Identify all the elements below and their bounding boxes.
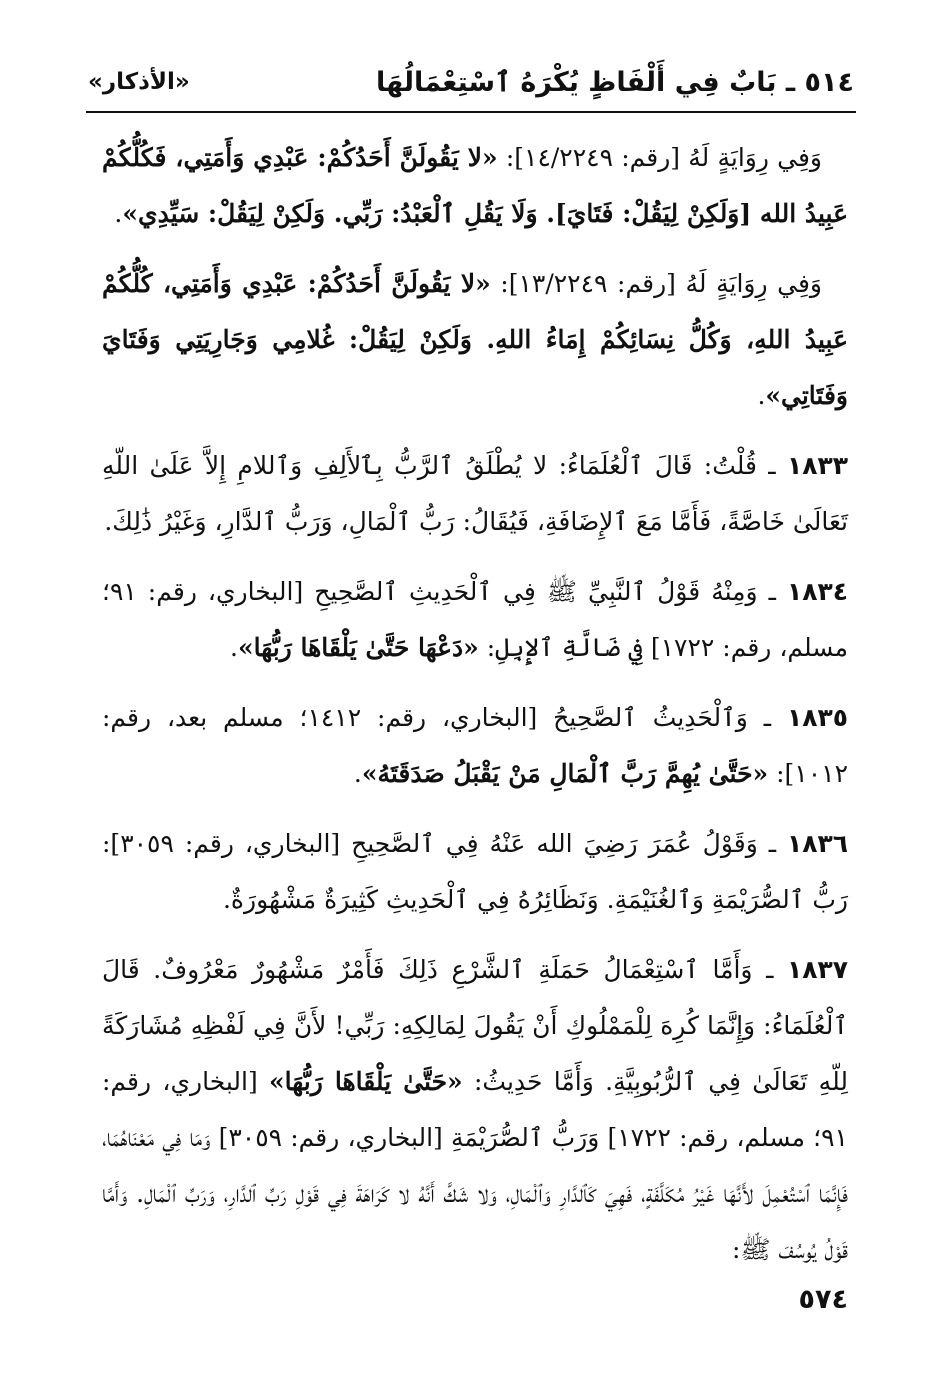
- paragraph-number: ١٨٣٥: [786, 703, 848, 732]
- paragraph-text: ـ وَقَوْلُ عُمَرَ رَضِيَ الله عَنْهُ فِي ٱلصَّحِيحِ [البخاري، رقم: ٣٠٥٩]: رَبُّ ٱلصُّرَيْمَةِ وَٱلغُنَيْمَةِ. وَنَظَائِرُهُ فِي ٱلْحَدِيثِ كَثِيرَةٌ مَشْهُورَةٌ.: [102, 829, 848, 914]
- paragraph-number: ١٨٣٤: [786, 577, 848, 606]
- hadith-quote: «لا يَقُولَنَّ أَحَدُكُمْ: عَبْدِي وَأَمَتِي، فَكُلُّكُمْ عَبِيدُ الله [وَلَكِنْ لِيَقُلْ: فَتَايَ]. وَلَا يَقُلِ ٱلْعَبْدُ: رَبِّي. وَلَكِنْ لِيَقُلْ: سَيِّدِي»: [102, 143, 848, 228]
- paragraph-end: .: [757, 381, 766, 410]
- paragraph-1833: [102, 438, 848, 550]
- header-rule: [86, 111, 856, 113]
- book-title: «الأذكار»: [88, 69, 190, 95]
- paragraph-1835: [102, 690, 848, 802]
- paragraph-text: ـ وَمِنْهُ قَوْلُ ٱلنَّبِيِّ ﷺ فِي ٱلْحَدِيثِ ٱلصَّحِيحِ [البخاري، رقم: ٩١؛ مسلم، رقم: ١٧٢٢] فِي ضَالَّةِ ٱلإِبِلِ:: [102, 577, 848, 662]
- paragraph-narration-2: [102, 256, 848, 424]
- chapter-title: ٥١٤ ـ بَابٌ فِي أَلْفَاظٍ يُكْرَهُ ٱسْتِعْمَالُهَا: [375, 66, 854, 98]
- paragraph-text: ـ قُلْتُ: قَالَ ٱلْعُلَمَاءُ: لا يُطْلَقُ ٱلرَّبُّ بِٱلأَلِفِ وَٱللامِ إِلاَّ عَلَىٰ اللّهِ تَعَالَىٰ خَاصَّةً، فَأَمَّا مَعَ ٱلإِضَافَةِ، فَيُقَالُ: رَبُّ ٱلْمَالِ، وَرَبُّ ٱلدَّارِ، وَغَيْرُ ذَٰلِكَ.: [102, 451, 848, 536]
- paragraph-1837: [102, 942, 848, 1278]
- paragraph-1836: [102, 816, 848, 928]
- page-body: [102, 130, 848, 1292]
- paragraph-text: ـ وَٱلْحَدِيثُ ٱلصَّحِيحُ [البخاري، رقم: ١٤١٢؛ مسلم بعد، رقم: ١٠١٢]:: [102, 703, 848, 788]
- paragraph-end: .: [353, 759, 362, 788]
- hadith-quote: «دَعْهَا حَتَّىٰ يَلْقَاهَا رَبُّهَا»: [237, 633, 479, 662]
- hadith-quote: «حَتَّىٰ يُهِمَّ رَبَّ ٱلْمَالِ مَنْ يَقْبَلُ صَدَقَتَهُ»: [361, 759, 769, 788]
- paragraph-text: ـ وَأَمَّا ٱسْتِعْمَالُ حَمَلَةِ ٱلشَّرْعِ ذَلِكَ فَأَمْرٌ مَشْهُورٌ مَعْرُوفٌ. قَالَ ٱلْعُلَمَاءُ: وَإِنَّمَا كُرِهَ لِلْمَمْلُوكِ أَنْ يَقُولَ لِمَالِكِهِ: رَبِّي! لأَنَّ فِي لَفْظِهِ مُشَارَكَةً لِلّهِ تَعَالَىٰ فِي ٱلرُّبُوبِيَّةِ. وَأَمَّا حَدِيثُ:: [102, 955, 848, 1096]
- paragraph-end: .: [114, 199, 123, 228]
- paragraph-number: ١٨٣٣: [786, 451, 848, 480]
- paragraph-number: ١٨٣٧: [786, 955, 848, 984]
- paragraph-end: .: [230, 633, 238, 662]
- paragraph-1834: [102, 564, 848, 676]
- hadith-quote: «لا يَقُولَنَّ أَحَدُكُمْ: عَبْدِي وَأَمَتِي، كُلُّكُمْ عَبِيدُ اللهِ، وَكُلُّ نِسَائِكُمْ إِمَاءُ اللهِ. وَلَكِنْ لِيَقُلْ: غُلامِي وَجَارِيَتِي وَفَتَايَ وَفَتَاتِي»: [102, 269, 848, 410]
- running-header: [88, 60, 854, 104]
- paragraph-text: وَفِي رِوَايَةٍ لَهُ [رقم: ١٤/٢٢٤٩]:: [497, 143, 822, 172]
- paragraph-number: ١٨٣٦: [786, 829, 848, 858]
- hadith-quote: «حَتَّىٰ يَلْقَاهَا رَبُّهَا»: [269, 1067, 463, 1096]
- paragraph-text: وَفِي رِوَايَةٍ لَهُ [رقم: ١٣/٢٢٤٩]:: [490, 269, 822, 298]
- paragraph-narration-1: [102, 130, 848, 242]
- paragraph-text-continued: [البخاري، رقم: ٩١؛ مسلم، رقم: ١٧٢٢] وَرَبُّ ٱلصُّرَيْمَةِ [البخاري، رقم: ٣٠٥٩] وَمَا فِي مَعْنَاهُمَا، فَإِنَّمَا ٱسْتُعْمِلَ لأَنَّهَا غَيْرُ مُكَلَّفَةٍ، فَهِيَ كَٱلدَّارِ وَٱلْمَالِ، وَلا شَكَّ أَنَّهُ لا كَرَاهَةَ فِي قَوْلِ رَبِّ ٱلدَّارِ، وَرَبِّ ٱلْمَالِ. وَأَمَّا قَوْلُ يُوسُفَ ﷺ:: [102, 1067, 848, 1264]
- page-number: ٥٧٤: [798, 1284, 848, 1315]
